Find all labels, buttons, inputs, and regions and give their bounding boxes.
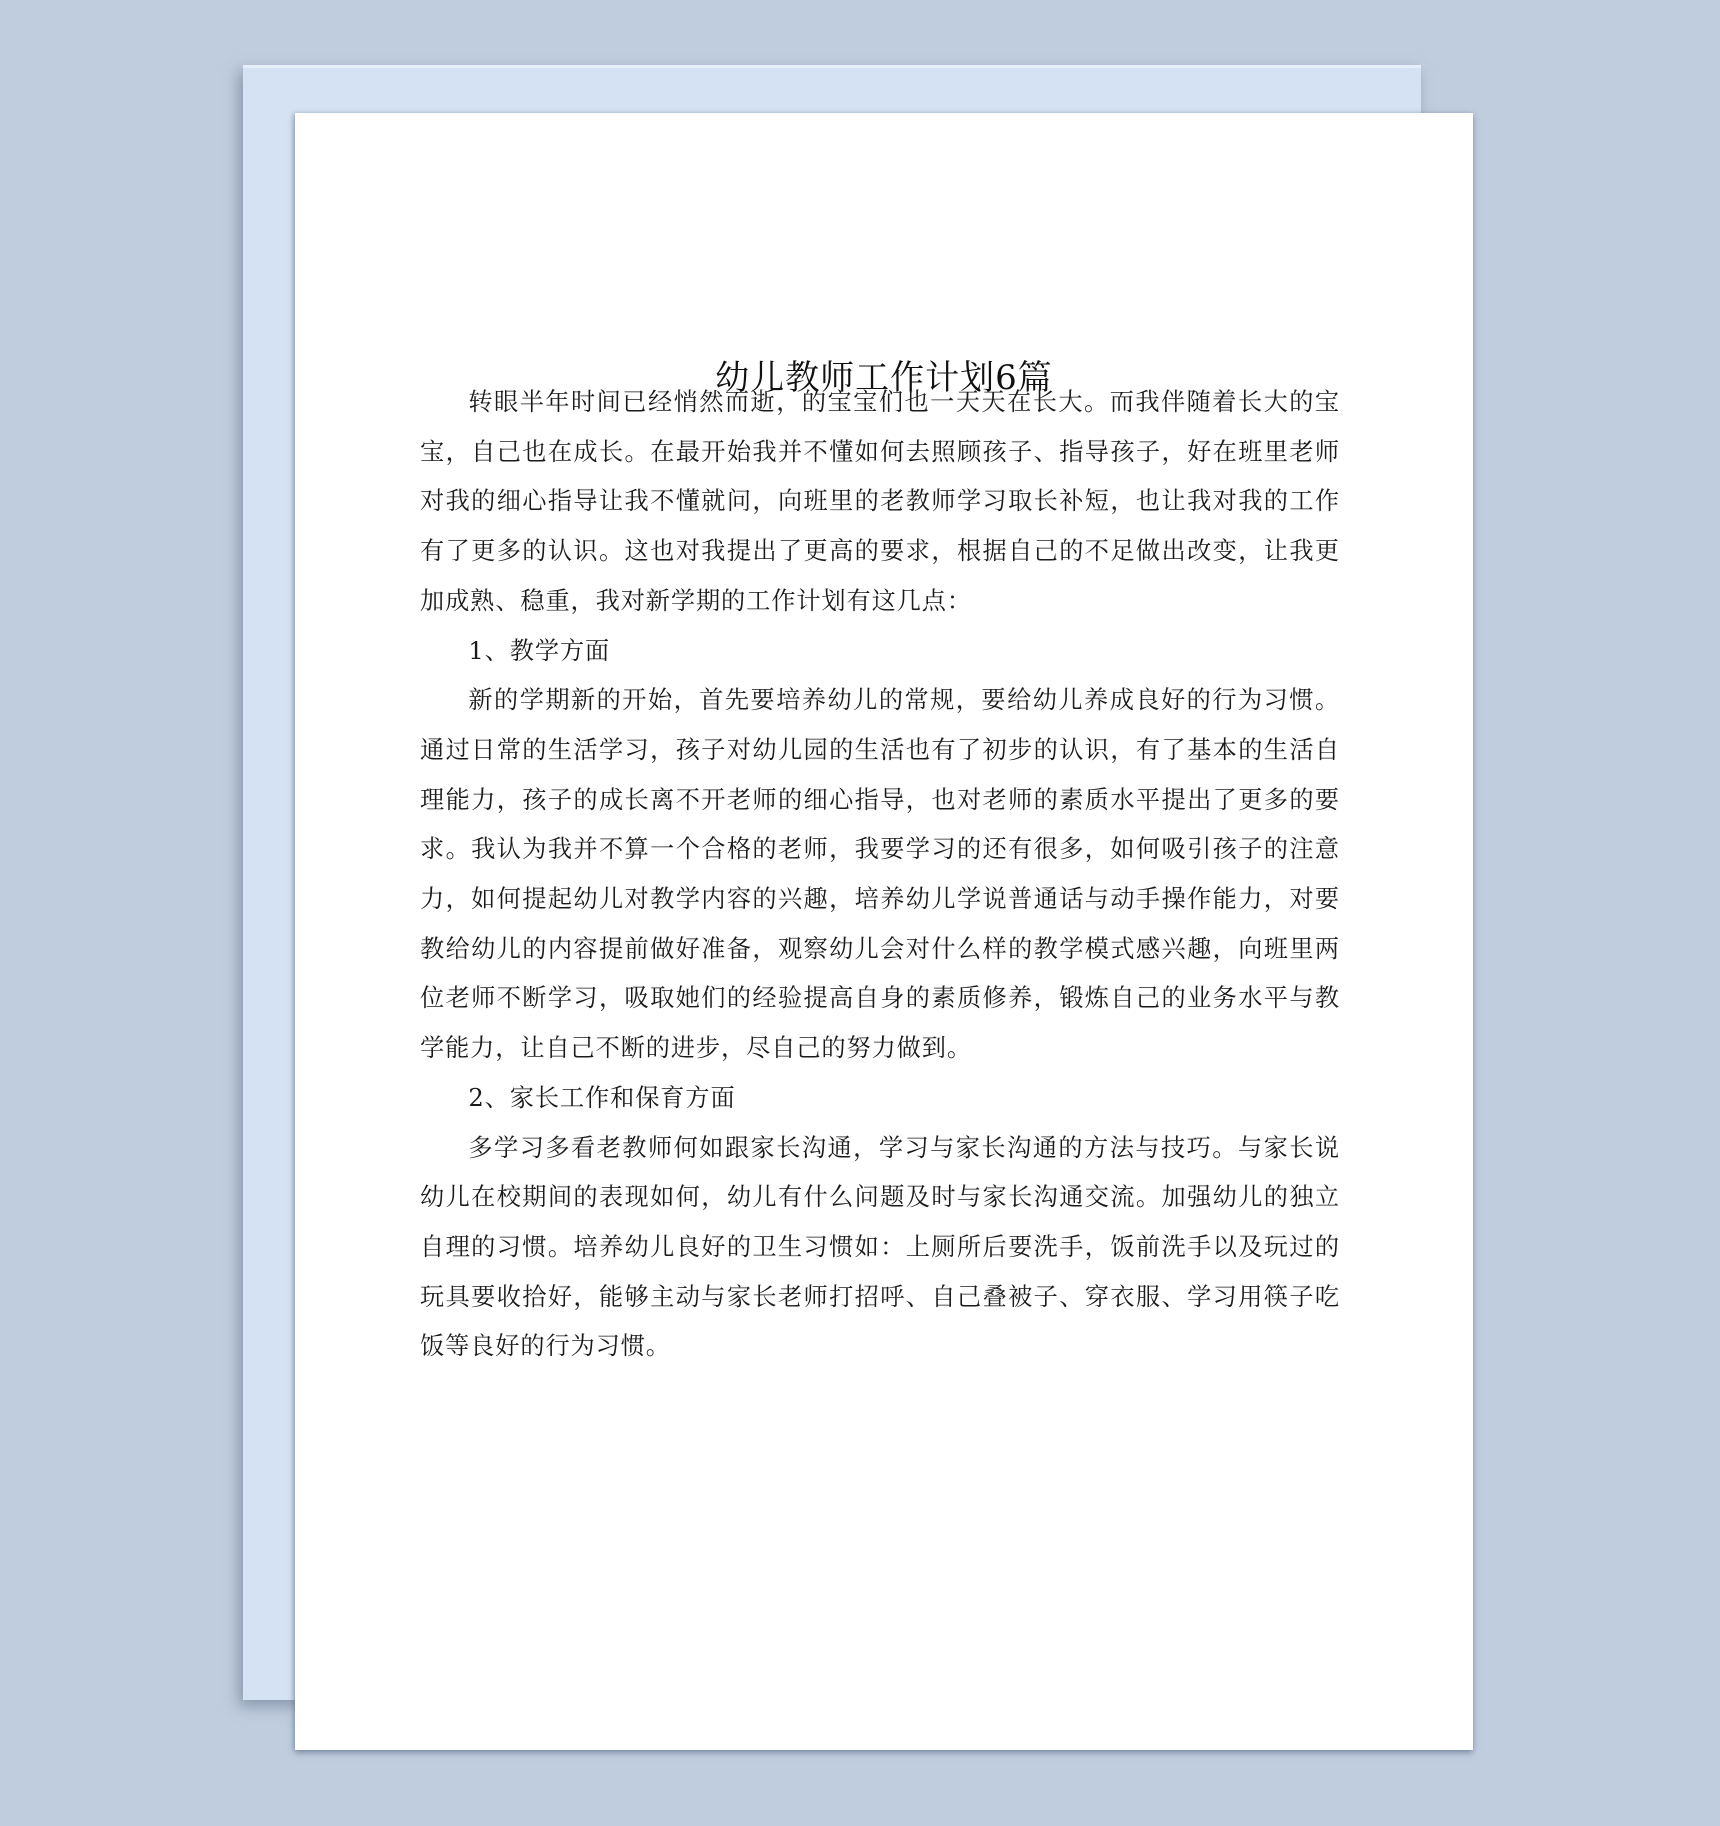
document-body (420, 378, 1340, 1372)
section-heading-parents-care: 2、家长工作和保育方面 (468, 1083, 736, 1112)
parents-care-paragraph: 多学习多看老教师何如跟家长沟通，学习与家长沟通的方法与技巧。与家长说幼儿在校期间的表现如何，幼儿有什么问题及时与家长沟通交流。加强幼儿的独立自理的习惯。培养幼儿良好的卫生习惯如：上厕所后要洗手，饭前洗手以及玩过的玩具要收拾好，能够主动与家长老师打招呼、自己叠被子、穿衣服、学习用筷子吃饭等良好的行为习惯。 (420, 1133, 1340, 1361)
section-heading-teaching: 1、教学方面 (468, 636, 611, 665)
document-title: 幼儿教师工作计划6篇 (715, 358, 1053, 398)
intro-paragraph: 转眼半年时间已经悄然而逝，的宝宝们也一天天在长大。而我伴随着长大的宝宝，自己也在成长。在最开始我并不懂如何去照顾孩子、指导孩子，好在班里老师对我的细心指导让我不懂就问，向班里的老教师学习取长补短，也让我对我的工作有了更多的认识。这也对我提出了更高的要求，根据自己的不足做出改变，让我更加成熟、稳重，我对新学期的工作计划有这几点： (420, 388, 1340, 615)
teaching-paragraph: 新的学期新的开始，首先要培养幼儿的常规，要给幼儿养成良好的行为习惯。通过日常的生活学习，孩子对幼儿园的生活也有了初步的认识，有了基本的生活自理能力，孩子的成长离不开老师的细心指导，也对老师的素质水平提出了更多的要求。我认为我并不算一个合格的老师，我要学习的还有很多，如何吸引孩子的注意力，如何提起幼儿对教学内容的兴趣，培养幼儿学说普通话与动手操作能力，对要教给幼儿的内容提前做好准备，观察幼儿会对什么样的教学模式感兴趣，向班里两位老师不断学习，吸取她们的经验提高自身的素质修养，锻炼自己的业务水平与教学能力，让自己不断的进步，尽自己的努力做到。 (420, 686, 1340, 1063)
